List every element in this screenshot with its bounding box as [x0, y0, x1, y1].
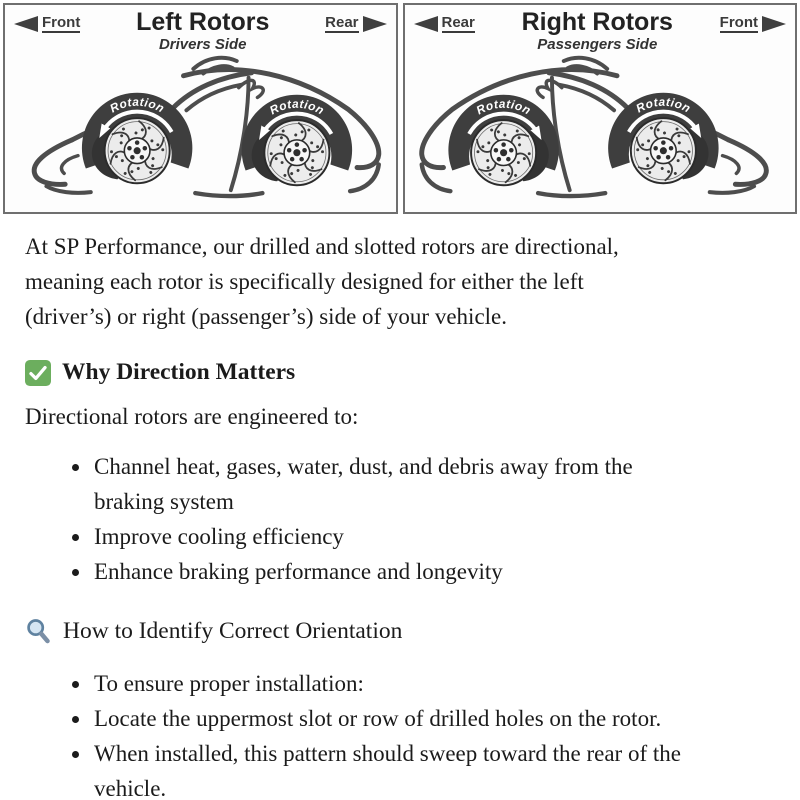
intro-line: At SP Performance, our drilled and slotted rotors are directional,: [25, 234, 619, 259]
right-arrow-icon: [363, 16, 387, 32]
list-item: [92, 666, 775, 701]
car-illustration-right: [405, 52, 796, 210]
bullet-line: • To ensure proper installation:: [94, 671, 364, 696]
left-rotors-panel: [3, 3, 398, 214]
front-direction-label: Front: [42, 14, 81, 31]
bullet-line: vehicle.: [94, 776, 167, 800]
left-arrow-icon: [14, 16, 38, 32]
lead-paragraph: Directional rotors are engineered to:: [25, 404, 359, 429]
rotation-label: Rotation: [473, 96, 533, 118]
bullet-line: • Enhance braking performance and longevity: [94, 559, 503, 584]
how-orientation-heading: [25, 618, 775, 645]
list-item: [92, 519, 775, 554]
right-panel-header: [405, 5, 796, 52]
left-panel-subtitle: Drivers Side: [158, 36, 247, 53]
heading-text: Why Direction Matters: [62, 359, 296, 385]
right-panel-title: Right Rotors: [521, 8, 673, 36]
bullet-line: • When installed, this pattern should sweep toward the rear of the: [94, 741, 681, 766]
bullet-line: • Improve cooling efficiency: [94, 524, 344, 549]
how-bullet-list: [25, 666, 775, 800]
left-panel-titles: [80, 9, 325, 53]
intro-paragraph: [25, 229, 775, 334]
bullet-line: braking system: [94, 489, 234, 514]
left-panel-title: Left Rotors: [136, 8, 270, 36]
article: [0, 229, 800, 800]
right-arrow-icon: [762, 16, 786, 32]
rotation-label: Rotation: [107, 94, 167, 116]
rear-direction-label: Rear: [325, 14, 359, 31]
list-item: [92, 554, 775, 589]
intro-line: meaning each rotor is specifically designed for either the left: [25, 269, 584, 294]
bullet-line: • Channel heat, gases, water, dust, and debris away from the: [94, 454, 633, 479]
list-item: [92, 701, 775, 736]
bullet-line: • Locate the uppermost slot or row of drilled holes on the rotor.: [94, 706, 662, 731]
right-rotors-panel: [403, 3, 798, 214]
list-item: [92, 449, 775, 519]
right-panel-titles: [475, 9, 720, 53]
list-item: [92, 736, 775, 800]
left-arrow-icon: [414, 16, 438, 32]
why-direction-heading: [25, 359, 775, 386]
rotor-diagram: [0, 0, 800, 214]
rotation-label: Rotation: [633, 94, 693, 116]
magnifier-icon: [25, 618, 52, 645]
intro-line: (driver’s) or right (passenger’s) side of your vehicle.: [25, 304, 508, 329]
left-panel-header: [5, 5, 396, 52]
rear-direction: [325, 15, 386, 33]
heading-text: How to Identify Correct Orientation: [63, 618, 403, 644]
rotation-label: Rotation: [267, 96, 327, 118]
why-bullet-list: [25, 449, 775, 589]
car-illustration-left: [5, 52, 396, 210]
front-direction: [14, 15, 80, 33]
right-panel-subtitle: Passengers Side: [537, 36, 658, 53]
rear-direction: [414, 15, 475, 33]
front-direction: [720, 15, 786, 33]
rear-direction-label: Rear: [441, 14, 475, 31]
check-icon: [25, 360, 51, 386]
front-direction-label: Front: [719, 14, 758, 31]
